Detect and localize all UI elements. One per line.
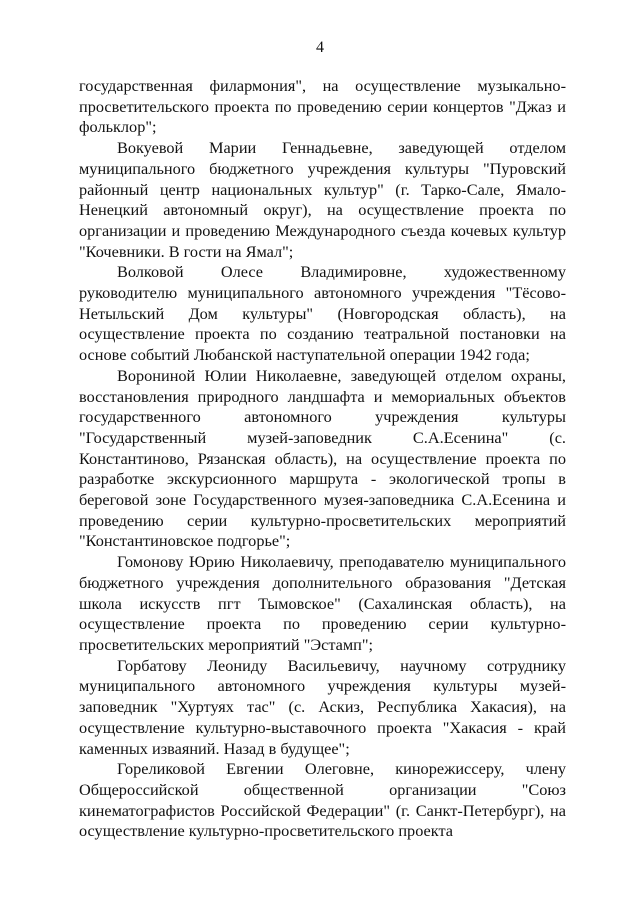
paragraph-vokueva: Вокуевой Марии Геннадьевне, заведующей отделом муниципального бюджетного учреждения культуры "Пуровский районный центр национальных культур" (г. Тарко-Сале, Ямало-Ненецкий автономный округ), на осуществление проекта по организации и проведению Международного съезда кочевых культур "Кочевники. В гости на Ямал"; — [79, 138, 566, 261]
document-body — [79, 76, 566, 842]
paragraph-gorbatov: Горбатову Леониду Васильевичу, научному сотруднику муниципального автономного учреждения культуры музей-заповедник "Хуртуях тас" (с. Аскиз, Республика Хакасия), на осуществление культурно-выставочного проекта "Хакасия - край каменных изваяний. Назад в будущее"; — [79, 655, 566, 758]
page-number: 4 — [316, 39, 324, 56]
paragraph-voronina: Ворониной Юлии Николаевне, заведующей отделом охраны, восстановления природного ландшафта и мемориальных объектов государственного автономного учреждения культуры "Государственный музей-заповедник С.А.Есенина" (с. Константиново, Рязанская область), на осуществление проекта по разработке экскурсионного маршрута - экологической тропы в береговой зоне Государственного музея-заповедника С.А.Есенина и проведению серии культурно-просветительских мероприятий "Константиновское подгорье"; — [79, 365, 566, 551]
paragraph-gomonov: Гомонову Юрию Николаевичу, преподавателю муниципального бюджетного учреждения дополнительного образования "Детская школа искусств пгт Тымовское" (Сахалинская область), на осуществление проекта по проведению серии культурно-просветительских мероприятий "Эстамп"; — [79, 552, 566, 654]
paragraph-volkova: Волковой Олесе Владимировне, художественному руководителю муниципального автономного учреждения "Тёсово-Нетыльский Дом культуры" (Новгородская область), на осуществление проекта по созданию театральной постановки на основе событий Любанской наступательной операции 1942 года; — [79, 262, 566, 365]
paragraph-gorelikova: Гореликовой Евгении Олеговне, кинорежиссеру, члену Общероссийской общественной организации "Союз кинематографистов Российской Федерации" (г. Санкт-Петербург), на осуществление культурно-просветительского проекта — [79, 759, 566, 841]
paragraph-continuation: государственная филармония", на осуществление музыкально-просветительского проекта по проведению серии концертов "Джаз и фольклор"; — [79, 76, 566, 137]
